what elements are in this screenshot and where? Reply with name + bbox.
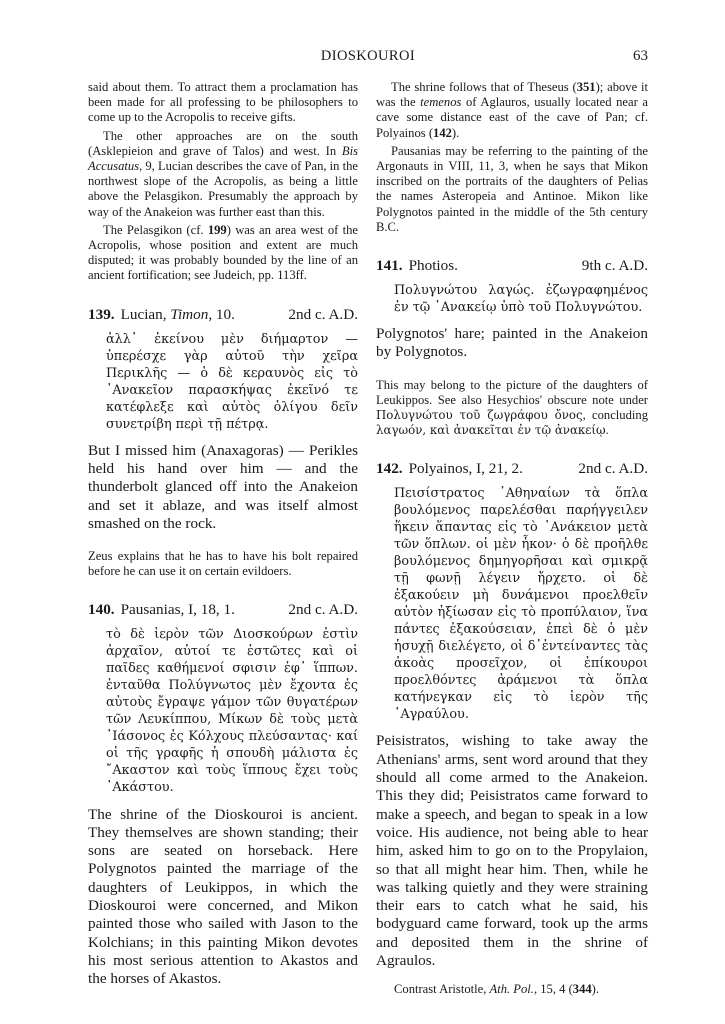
commentary-note (376, 378, 648, 439)
translation-text: Polygnotos' hare; painted in the Anakeion by Polygnotos. (376, 325, 648, 361)
cont-1-text-4: ). (451, 125, 460, 140)
left-column (88, 80, 358, 989)
entry-number: 142. (376, 460, 403, 478)
intro-2-title: Bis Accusatus (88, 143, 358, 174)
right-column (376, 80, 648, 998)
entry-140-heading (88, 601, 358, 619)
cont-1-term: temenos (420, 95, 462, 110)
intro-3-text: The Pelasgikon (cf. (103, 222, 208, 237)
note-text-2: , concluding (582, 408, 648, 423)
cont-1-text-2: ); above it was the (376, 80, 649, 110)
running-header (88, 48, 648, 70)
source-work: Timon (170, 305, 209, 323)
commentary-note (376, 982, 648, 997)
entry-140 (88, 601, 358, 989)
note-greek-2: λαγωόν, καὶ ἀνακεῖται ἐν τῷ ἀνακείῳ (376, 423, 606, 438)
greek-text: Πολυγνώτου λαγώς. ἐζωγραφημένος ἐν τῷ ᾿Ανακείῳ ὑπὸ τοῦ Πολυγνώτου. (394, 283, 648, 316)
entry-source: Photios. (408, 257, 458, 275)
entry-141-heading (376, 257, 648, 275)
continuation-paragraph-2: Pausanias may be referring to the painting of the Argonauts in VIII, 11, 3, when he says that Mikon inscribed on the portraits of the daughters of Pelias the names Asteropeia and Antinoe. Mikon like Polygnotos painted in the middle of the 5th century B.C. (376, 143, 648, 234)
entry-141 (376, 257, 648, 438)
entry-source: Pausanias, I, 18, 1. (120, 600, 235, 618)
entry-142-heading (376, 460, 648, 478)
intro-2-text: The other approaches are on the south (Asklepieion and grave of Talos) and west. In (88, 128, 358, 158)
intro-paragraph-3 (88, 223, 358, 284)
source-ref: , 10. (208, 305, 235, 323)
entry-number: 141. (376, 257, 403, 275)
entry-source (121, 306, 289, 324)
cont-1-ref: 351 (576, 80, 596, 94)
page-number: 63 (633, 48, 648, 64)
note-text-2: , 15, 4 ( (533, 982, 573, 997)
entry-date: 9th c. A.D. (581, 257, 648, 275)
cont-1-text-3: of Aglauros, usually located near a cave some distance east of the cave of Pan; cf. Polyainos ( (376, 95, 648, 140)
entry-source: Polyainos, I, 21, 2. (408, 460, 523, 478)
note-work: Ath. Pol. (489, 982, 534, 997)
greek-text: τὸ δὲ ἱερὸν τῶν Διοσκούρων ἐστὶν ἀρχαῖον, αὐτοί τε ἑστῶτες καὶ οἱ παῖδες καθήμενοί σφισιν ἐφ᾿ ἵππων. ἐνταῦθα Πολύγνωτος μὲν ἔχοντα ἐς αὐτοὺς ἔγραψε γάμον τῶν θυγατέρων τῶν Λευκίππου, Μίκων δὲ τοὺς μετὰ ᾿Ιάσονος ἐς Κόλχους πλεύσαντας· καί οἱ τῆς γραφῆς ἡ σπουδὴ μάλιστα ἐς ῎Ακαστον καὶ τοὺς ἵππους ἔχει τοὺς ᾿Ακάστου. (106, 626, 358, 795)
note-text-3: . (605, 423, 609, 438)
intro-2-text-rest: , 9, Lucian describes the cave of Pan, in the northwest slope of the Acropolis, as being a little above the Pelasgikon. Presumably the approach by way of the Anakeion was further east than this. (88, 159, 358, 219)
entry-date: 2nd c. A.D. (288, 600, 358, 618)
entry-date: 2nd c. A.D. (578, 460, 648, 478)
cont-1-ref-2: 142 (433, 125, 452, 140)
commentary-note: Zeus explains that he has to have his bolt repaired before he can use it on certain evildoers. (88, 549, 358, 579)
greek-text: Πεισίστρατος ᾿Αθηναίων τὰ ὅπλα βουλόμενος παρελέσθαι παρήγγειλεν ἥκειν ἅπαντας εἰς τὸ ᾿Ανάκειον μετὰ τῶν ὅπλων. οἱ μὲν ἧκον· ὁ δὲ προῆλθε βουλόμενος δημηγορῆσαι καὶ σμικρᾷ τῇ φωνῇ λέγειν ἤρχετο. οἱ δὲ ἐξακούειν μὴ δυνάμενοι προελθεῖν αὐτὸν ἠξίωσαν εἰς τὸ προπύλαιον, ἵνα πάντες ἐξακούσειαν, ἐπεὶ δὲ ὁ μὲν ἡσυχῇ διελέγετο, οἱ δ᾿ἐντείναντες τὰς ἀκοὰς προσεῖχον, οἱ ἐπίκουροι προελθόντες ἀράμενοι τὰ ὅπλα κατήνεγκαν εἰς τὸ ἱερὸν τῆς ᾿Αγραύλου. (394, 486, 648, 723)
note-text-3: ). (591, 982, 599, 997)
translation-text: Peisistratos, wishing to take away the Athenians' arms, sent word around that they should all come armed to the Anakeion. This they did; Peisistratos came forward to make a speech, and began to speak in a low voice. His audience, not being able to hear him, asked him to go on to the Propylaion, so that all might hear him. Then, while he was talking quietly and they were straining their ears to catch what he said, his bodyguard came forward, took up the arms and deposited them in the shrine of Agraulos. (376, 732, 648, 969)
intro-paragraph-1: said about them. To attract them a proclamation has been made for all professing to be philosophers to come up to the Acropolis to receive gifts. (88, 80, 358, 125)
source-author: Lucian, (120, 305, 171, 323)
continuation-paragraph-1 (376, 80, 648, 141)
entry-number: 140. (88, 600, 115, 618)
cont-1-text: The shrine follows that of Theseus ( (391, 80, 577, 94)
note-text: This may belong to the picture of the daughters of Leukippos. See also Hesychios' obscure note under (376, 377, 648, 407)
running-title: DIOSKOUROI (320, 48, 416, 64)
translation-text: The shrine of the Dioskouroi is ancient. They themselves are shown standing; their sons are seated on horseback. Here Polygnotos painted the marriage of the daughters of Leukippos, in which the Dioskouroi were concerned, and Mikon painted those who sailed with Jason to the Kolchians; in this painting Mikon devotes his most serious attention to Akastos and the horses of Akastos. (88, 805, 358, 988)
intro-3-text-rest: ) was an area west of the Acropolis, whose position and extent are much disputed; it was probably bounded by the line of an ancient fortification; see Judeich, pp. 113ff. (88, 222, 359, 283)
note-text: Contrast Aristotle, (394, 982, 490, 997)
entry-139 (88, 306, 358, 580)
entry-date: 2nd c. A.D. (288, 305, 358, 323)
entry-142 (376, 460, 648, 997)
intro-paragraph-2 (88, 129, 358, 220)
translation-text: But I missed him (Anaxagoras) — Perikles held his hand over him — and the thunderbolt glanced off into the Anakeion and set it ablaze, and was itself almost smashed on the rock. (88, 441, 358, 532)
note-greek: Πολυγνώτου τοῦ ζωγράφου ὄνος (376, 408, 583, 423)
note-ref: 344 (572, 982, 592, 997)
entry-number: 139. (88, 305, 115, 323)
intro-3-ref: 199 (207, 222, 227, 237)
entry-139-heading (88, 306, 358, 324)
greek-text: ἀλλ᾿ ἐκείνου μὲν διήμαρτον — ὑπερέσχε γὰρ αὐτοῦ τὴν χεῖρα Περικλῆς — ὁ δὲ κεραυνὸς εἰς τὸ ᾿Ανακεῖον παρασκήψας ἐκεῖνό τε κατέφλεξε καὶ αὐτὸς ὀλίγου δεῖν συνετρίβη περὶ τῇ πέτρᾳ. (106, 331, 358, 432)
